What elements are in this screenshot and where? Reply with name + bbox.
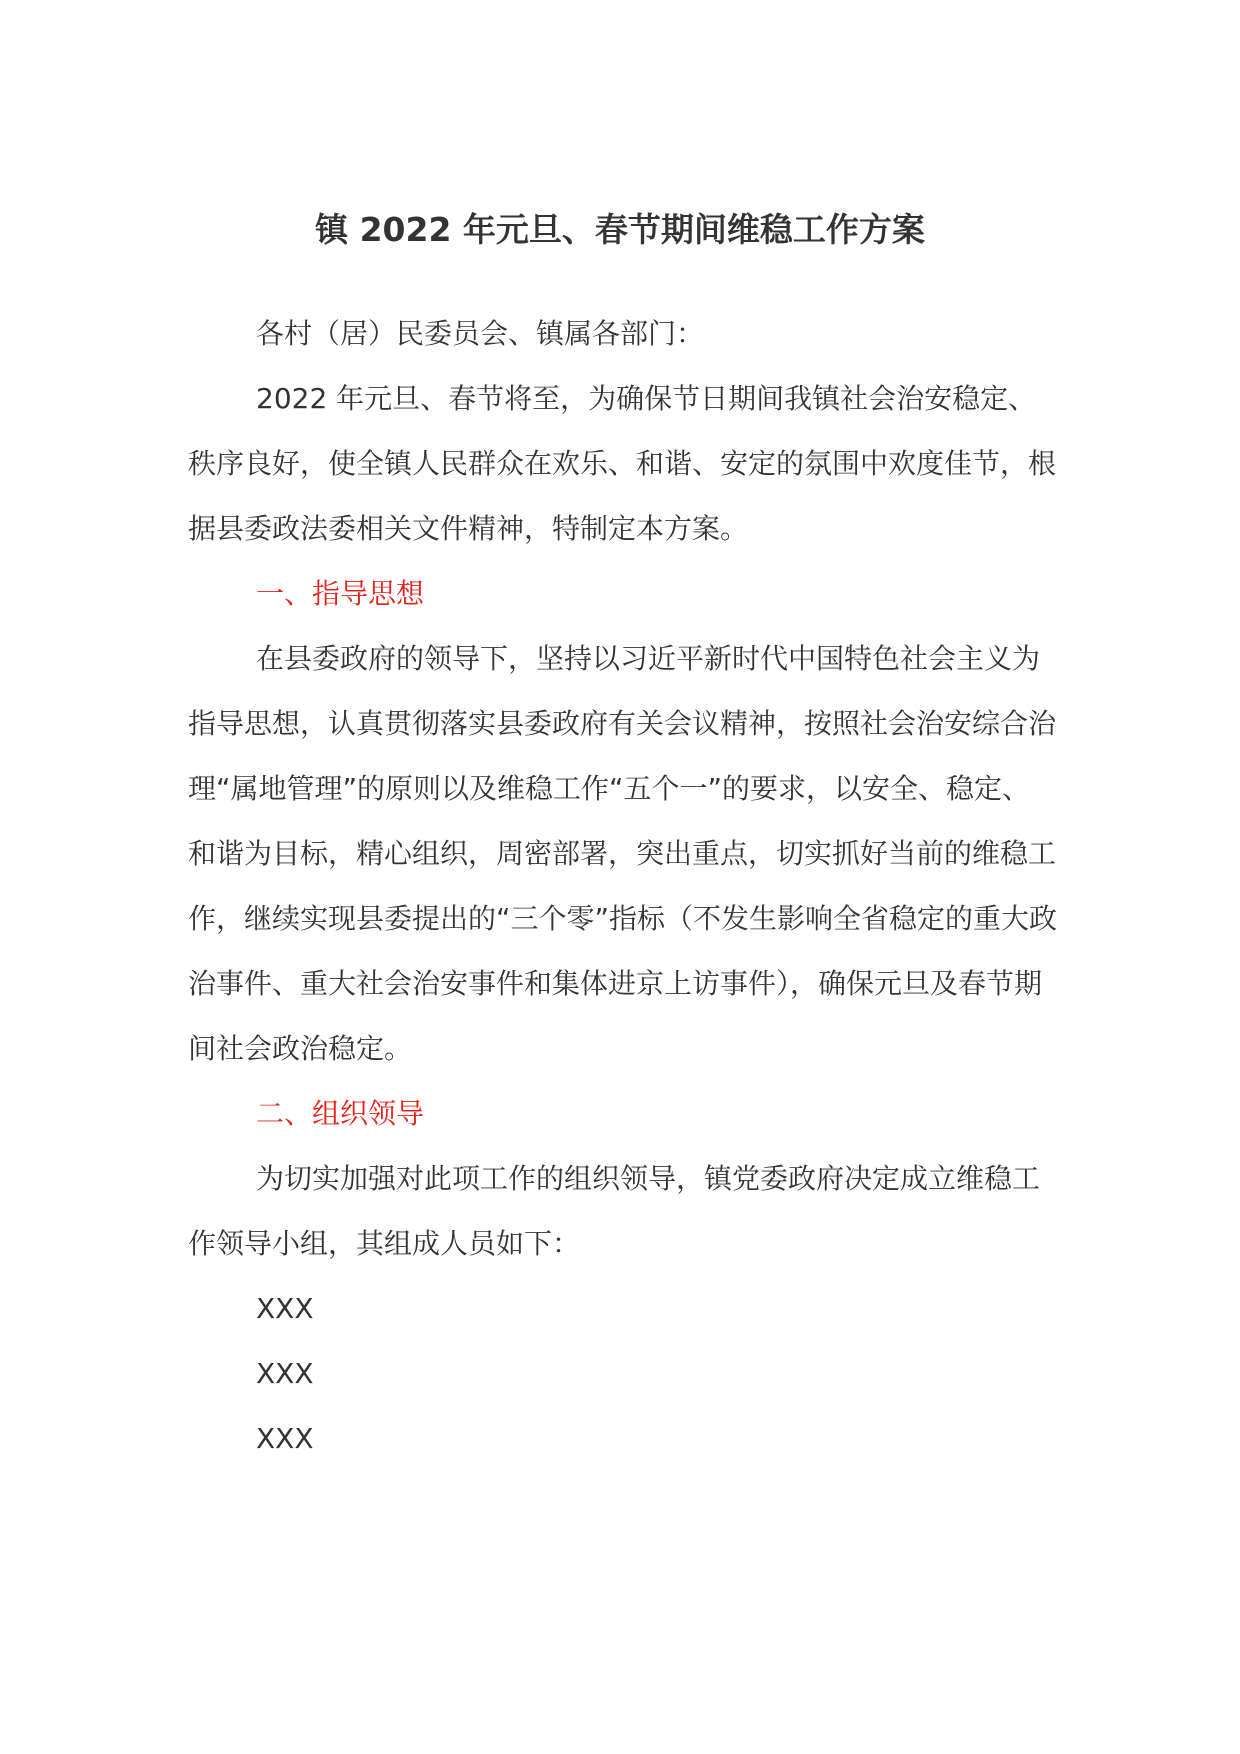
member-name: XXX	[256, 1292, 314, 1325]
section-heading-guiding-ideology: 一、指导思想	[256, 577, 425, 610]
section-body-guiding-ideology: 在县委政府的领导下，坚持以习近平新时代中国特色社会主义为指导思想，认真贯彻落实县委政府有关会议精神，按照社会治安综合治理“属地管理”的原则以及维稳工作“五个一”的要求，以安全、稳定、和谐为目标，精心组织，周密部署，突出重点，切实抓好当前的维稳工作，继续实现县委提出的“三个零”指标（不发生影响全省稳定的重大政治事件、重大社会治安事件和集体进京上访事件），确保元旦及春节期间社会政治稳定。	[188, 642, 1058, 1065]
document-body	[188, 301, 1058, 1471]
section-heading-organization: 二、组织领导	[256, 1097, 425, 1130]
member-name: XXX	[256, 1357, 314, 1390]
member-name: XXX	[256, 1422, 314, 1455]
intro-paragraph: 2022 年元旦、春节将至，为确保节日期间我镇社会治安稳定、秩序良好，使全镇人民群众在欢乐、和谐、安定的氛围中欢度佳节，根据县委政法委相关文件精神，特制定本方案。	[188, 382, 1057, 545]
document-title: 镇 2022 年元旦、春节期间维稳工作方案	[315, 210, 925, 249]
section-body-organization: 为切实加强对此项工作的组织领导，镇党委政府决定成立维稳工作领导小组，其组成人员如下：	[188, 1162, 1041, 1260]
salutation: 各村（居）民委员会、镇属各部门：	[256, 317, 705, 350]
